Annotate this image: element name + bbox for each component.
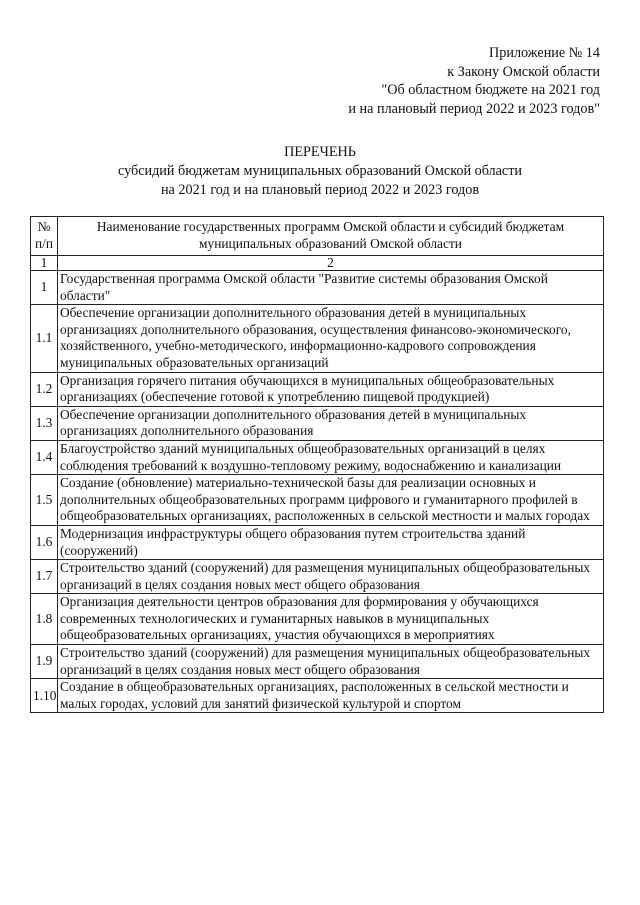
row-number: 1.7 [31, 560, 58, 594]
table-row [31, 645, 604, 679]
table-index-row [31, 256, 604, 271]
row-name: Строительство зданий (сооружений) для размещения муниципальных общеобразовательных организаций в целях создания новых мест общего образования [58, 560, 604, 594]
appendix-line: к Закону Омской области [447, 63, 600, 80]
table-row [31, 525, 604, 559]
appendix-line: "Об областном бюджете на 2021 год [381, 82, 600, 98]
index-col-1: 1 [31, 256, 58, 271]
row-number: 1.10 [31, 679, 58, 713]
appendix-line: и на плановый период 2022 и 2023 годов" [348, 100, 600, 117]
index-col-2: 2 [58, 256, 604, 271]
row-name: Государственная программа Омской области "Развитие системы образования Омской области" [58, 271, 604, 305]
table-row [31, 560, 604, 594]
row-number: 1.8 [31, 594, 58, 645]
row-name: Обеспечение организации дополнительного образования детей в муниципальных организациях дополнительного образования, осуществления финансово-экономического, хозяйственного, учебно-методического, информационно-кадрового сопровождения муниципальных образовательных организаций [58, 305, 604, 372]
table-row [31, 679, 604, 713]
table-row [31, 440, 604, 474]
row-name: Создание в общеобразовательных организациях, расположенных в сельской местности и малых городах, условий для занятий физической культурой и спортом [58, 679, 604, 713]
row-name: Создание (обновление) материально-технической базы для реализации основных и дополнительных общеобразовательных программ цифрового и гуманитарного профилей в общеобразовательных организациях, расположенных в сельской местности и малых городах [58, 475, 604, 526]
appendix-block [348, 44, 600, 118]
row-name: Обеспечение организации дополнительного образования детей в муниципальных организациях дополнительного образования [58, 406, 604, 440]
table-header-row [31, 217, 604, 256]
table-row [31, 475, 604, 526]
row-number: 1.9 [31, 645, 58, 679]
table-row [31, 594, 604, 645]
header-name: Наименование государственных программ Омской области и субсидий бюджетам муниципальных образований Омской области [58, 217, 604, 256]
title-line-1: субсидий бюджетам муниципальных образований Омской области [117, 163, 523, 179]
title-heading: ПЕРЕЧЕНЬ [284, 144, 356, 160]
table-row [31, 271, 604, 305]
row-number: 1.6 [31, 525, 58, 559]
row-name: Модернизация инфраструктуры общего образования путем строительства зданий (сооружений) [58, 525, 604, 559]
row-name: Строительство зданий (сооружений) для размещения муниципальных общеобразовательных организаций в целях создания новых мест общего образования [58, 645, 604, 679]
row-number: 1.5 [31, 475, 58, 526]
row-name: Организация горячего питания обучающихся в муниципальных общеобразовательных организациях (обеспечение готовой к употреблению пищевой продукцией) [58, 372, 604, 406]
document-title [0, 143, 640, 200]
table-row [31, 305, 604, 372]
header-num: № п/п [31, 217, 58, 256]
table-row [31, 406, 604, 440]
row-number: 1.4 [31, 440, 58, 474]
table-row [31, 372, 604, 406]
subsidies-table [30, 216, 604, 713]
row-number: 1.1 [31, 305, 58, 372]
row-number: 1 [31, 271, 58, 305]
row-number: 1.3 [31, 406, 58, 440]
row-number: 1.2 [31, 372, 58, 406]
row-name: Благоустройство зданий муниципальных общеобразовательных организаций в целях соблюдения требований к воздушно-тепловому режиму, водоснабжению и канализации [58, 440, 604, 474]
title-line-2: на 2021 год и на плановый период 2022 и 2023 годов [160, 182, 480, 198]
appendix-line: Приложение № 14 [489, 45, 600, 61]
row-name: Организация деятельности центров образования для формирования у обучающихся современных технологических и гуманитарных навыков в муниципальных общеобразовательных организациях, участия обучающихся в мероприятиях [58, 594, 604, 645]
